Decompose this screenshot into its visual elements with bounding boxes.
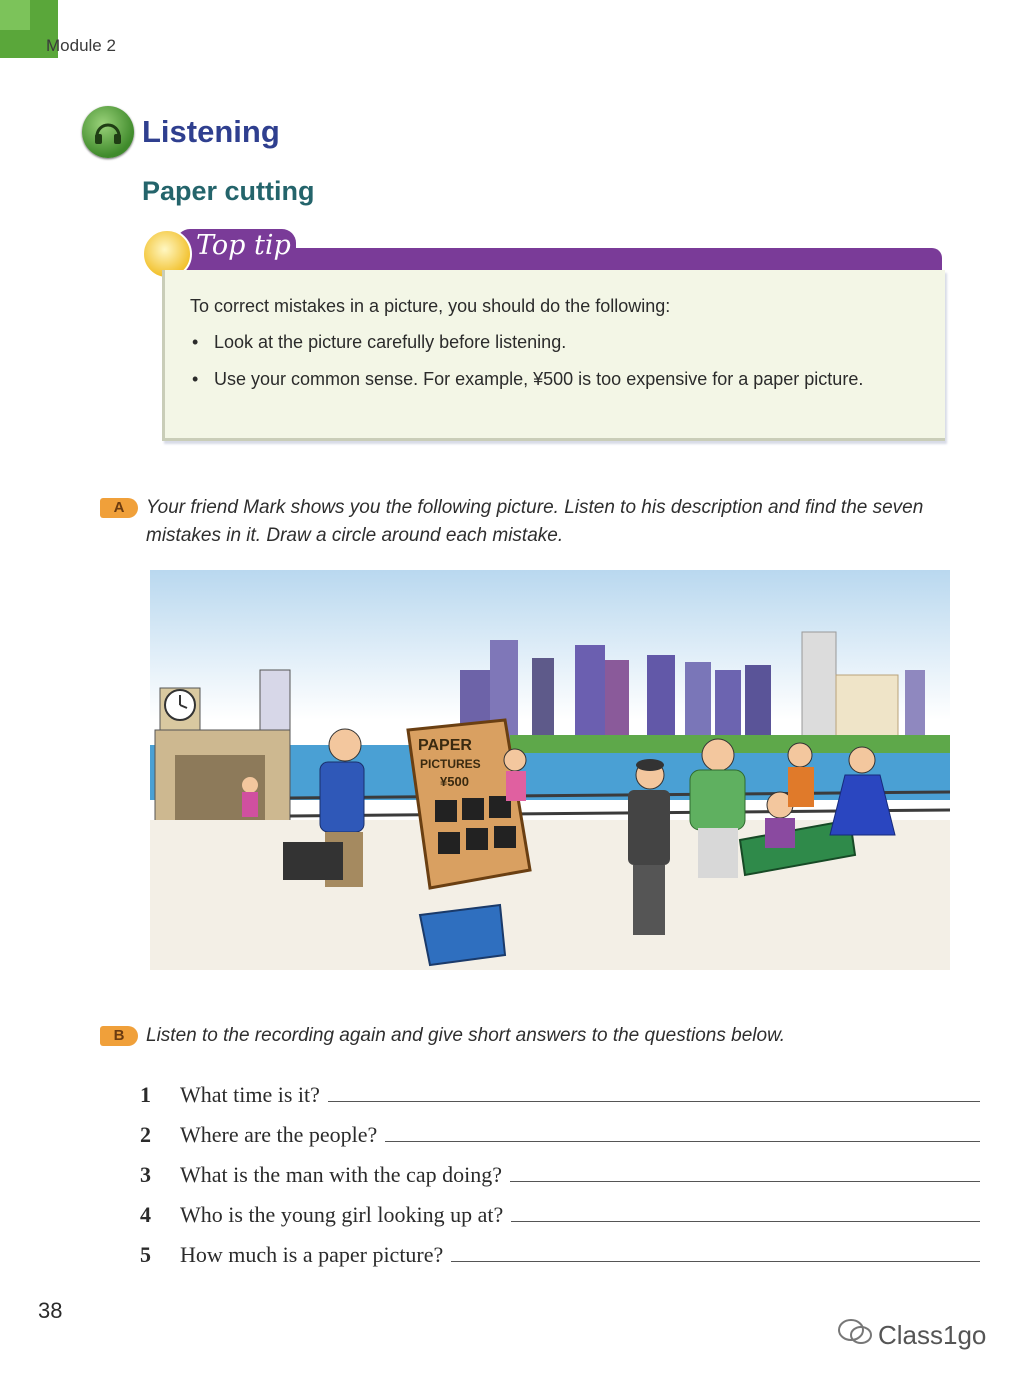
question-number: 2 [140,1122,151,1147]
answer-line[interactable] [451,1260,980,1262]
answer-line[interactable] [385,1140,980,1142]
question-row [140,1228,980,1268]
watermark [838,1318,986,1353]
section-subtitle: Paper cutting [142,176,315,206]
scene-illustration [150,570,950,970]
child-walking [242,777,258,817]
question-row [140,1068,980,1108]
question-number: 1 [140,1082,151,1107]
question-number: 5 [140,1242,151,1267]
tip-label: Top tip [196,230,291,261]
part-a-badge: A [100,498,138,518]
corner-tab-light [0,0,30,30]
answer-line[interactable] [510,1180,980,1182]
sign-price: ¥500 [440,774,469,789]
question-row [140,1188,980,1228]
part-b-instruction: Listen to the recording again and give short answers to the questions below. [146,1025,786,1046]
module-label: Module 2 [46,36,116,55]
part-b-badge: B [100,1026,138,1046]
question-row [140,1148,980,1188]
sign-line1: PAPER [418,737,472,754]
wechat-icon [838,1318,872,1353]
question-text: What time is it? [180,1082,320,1107]
section-title: Listening [142,114,280,149]
question-text: Who is the young girl looking up at? [180,1202,504,1227]
tip-bullet: • Look at the picture carefully before listening. [190,330,910,355]
question-text: What is the man with the cap doing? [180,1162,502,1187]
sign-line2: PICTURES [420,757,481,771]
watermark-text: Class1go [878,1320,987,1350]
question-number: 3 [140,1162,151,1187]
answer-line[interactable] [328,1100,980,1102]
answer-line[interactable] [511,1220,980,1222]
boy-with-icecream [788,743,814,807]
question-text: How much is a paper picture? [180,1242,444,1267]
tip-bullet: • Use your common sense. For example, ¥500 is too expensive for a paper picture. [190,367,910,392]
question-text: Where are the people? [180,1122,378,1147]
question-number: 4 [140,1202,151,1227]
boy-near-stand [504,749,526,801]
page-number: 38 [38,1298,63,1323]
tip-list [190,330,910,404]
question-list [140,1068,980,1268]
question-row [140,1108,980,1148]
part-a-instruction: Your friend Mark shows you the following picture. Listen to his description and find the seven mistakes in it. Draw a circle around each mistake. [146,497,924,546]
headphones-icon [82,106,134,158]
tip-intro: To correct mistakes in a picture, you should do the following: [190,296,671,316]
